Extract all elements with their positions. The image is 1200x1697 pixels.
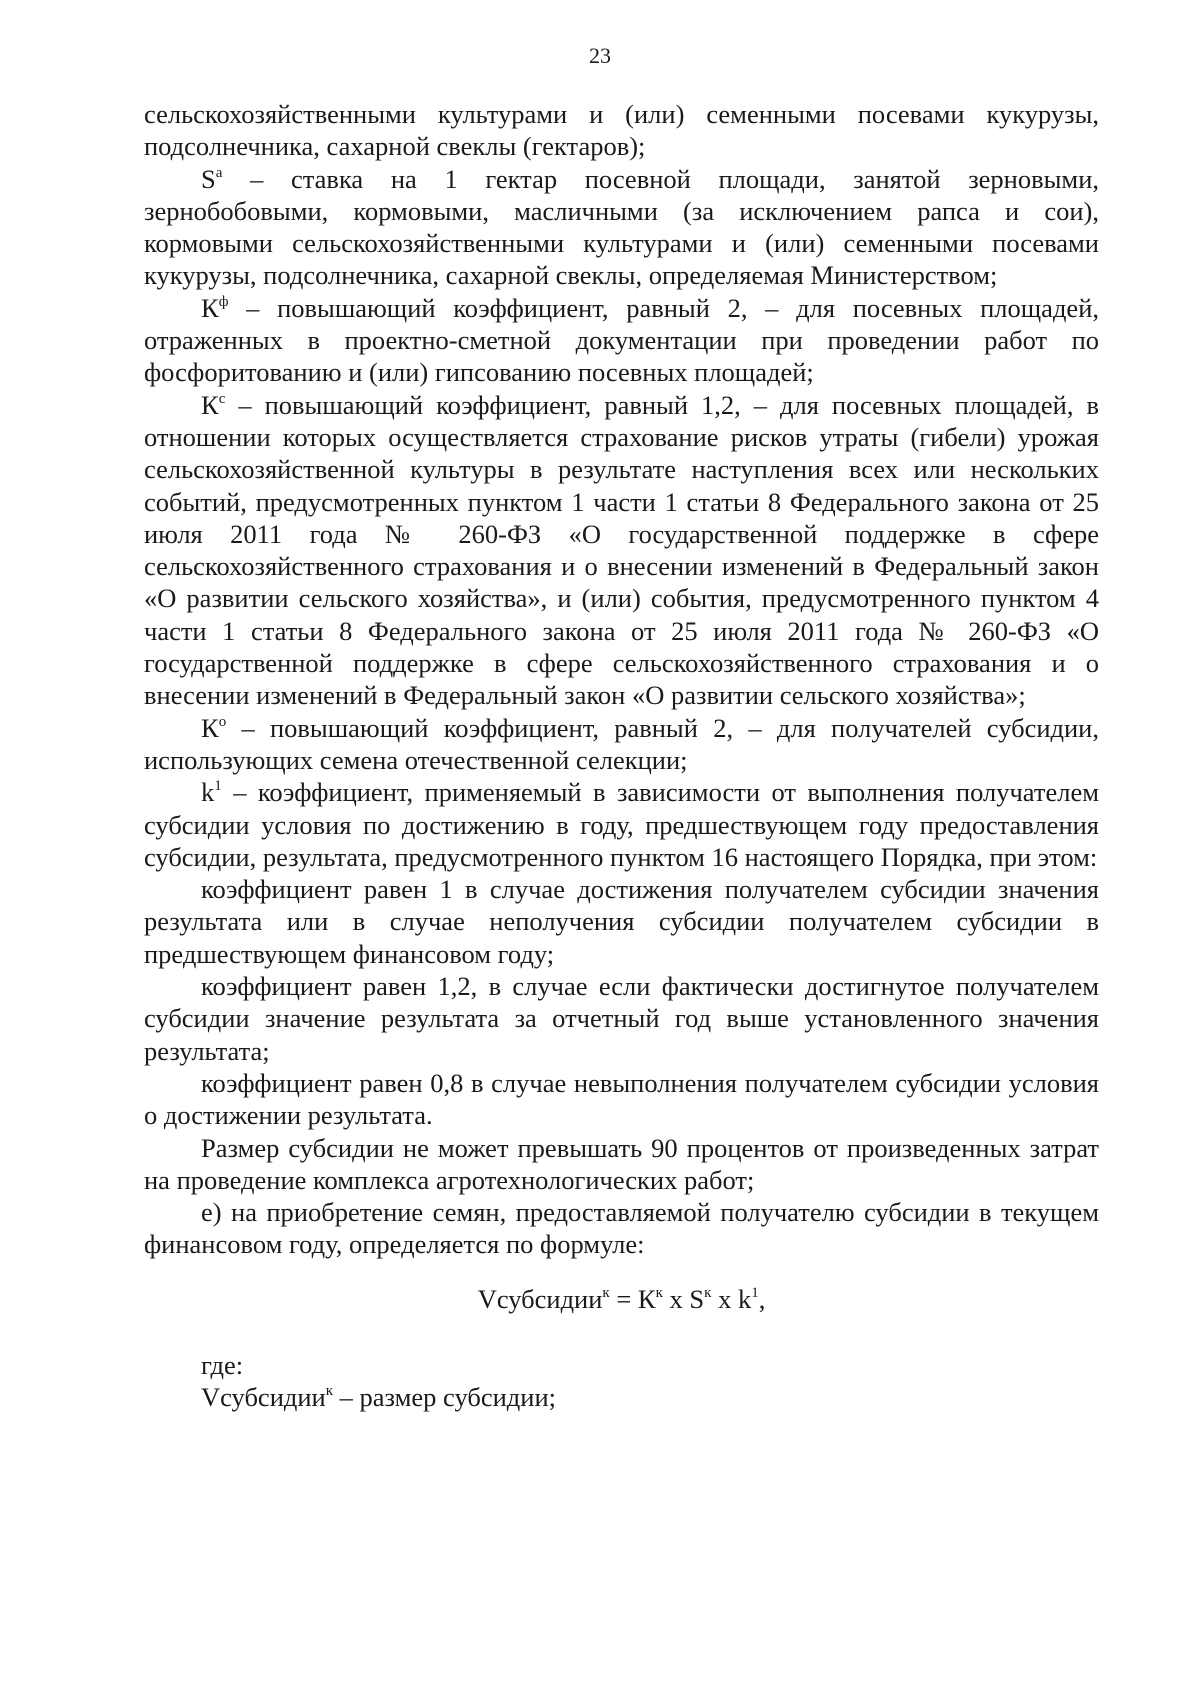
- definition-text: – повышающий коэффициент, равный 2, – для посевных площадей, отраженных в проектно-сметной документации при проведении работ по фосфоритованию и (или) гипсованию посевных площадей;: [144, 292, 1099, 388]
- body-text: [144, 98, 1099, 1414]
- definition-s-a: [144, 163, 1099, 292]
- coefficient-rule-3: коэффициент равен 0,8 в случае невыполнения получателем субсидии условия о достижении результата.: [144, 1067, 1099, 1131]
- definition-superscript: о: [218, 713, 227, 730]
- definition-symbol: К: [201, 712, 219, 743]
- formula-last-sup: 1: [751, 1284, 759, 1301]
- definition-symbol: k: [201, 777, 215, 808]
- page-number: 23: [589, 43, 611, 68]
- formula-lhs-sup: к: [602, 1284, 610, 1301]
- item-e-paragraph: е) на приобретение семян, предоставляемой получателю субсидии в текущем финансовом году, определяется по формуле:: [144, 1197, 1099, 1260]
- definition-superscript: а: [215, 164, 223, 181]
- definition-text: – ставка на 1 гектар посевной площади, занятой зерновыми, зернобобовыми, кормовыми, масличными (за исключением рапса и сои), кормовыми сельскохозяйственными культурами и (или) семенными посевами кукурузы, подсолнечника, сахарной свеклы, определяемая Министерством;: [144, 163, 1099, 291]
- formula-mid: х S: [662, 1283, 705, 1314]
- limit-paragraph: Размер субсидии не может превышать 90 процентов от произведенных затрат на проведение комплекса агротехнологических работ;: [144, 1132, 1099, 1195]
- formula-tail: ,: [758, 1283, 766, 1314]
- continued-paragraph: сельскохозяйственными культурами и (или) семенными посевами кукурузы, подсолнечника, сахарной свеклы (гектаров);: [144, 99, 1099, 162]
- formula-lhs: Vсубсидии: [477, 1283, 603, 1314]
- definition-symbol: S: [201, 163, 216, 194]
- definition-text: – размер субсидии;: [333, 1382, 556, 1413]
- definition-superscript: 1: [214, 778, 222, 795]
- formula-k-sup: к: [655, 1284, 663, 1301]
- formula-mid2: х k: [711, 1283, 752, 1314]
- definition-symbol: Vсубсидии: [201, 1382, 326, 1413]
- definition-superscript: ф: [218, 293, 229, 310]
- definition-symbol: К: [201, 292, 219, 323]
- definition-k-o: [144, 712, 1099, 777]
- coefficient-rule-2: коэффициент равен 1,2, в случае если фактически достигнутое получателем субсидии значение результата за отчетный год выше установленного значения результата;: [144, 971, 1099, 1066]
- definition-superscript: к: [325, 1383, 334, 1400]
- definition-text: – повышающий коэффициент, равный 2, – для получателей субсидии, использующих семена отечественной селекции;: [144, 712, 1099, 775]
- formula-s-sup: к: [704, 1284, 712, 1301]
- definition-symbol: К: [201, 389, 219, 420]
- definition-text: – коэффициент, применяемый в зависимости от выполнения получателем субсидии условия по достижению в году, предшествующем году предоставления субсидии, результата, предусмотренного пунктом 16 настоящего Порядка, при этом:: [144, 777, 1099, 872]
- formula: [144, 1283, 1099, 1315]
- where-label: где:: [201, 1349, 244, 1380]
- definition-k-s: [144, 389, 1099, 712]
- definition-text: – повышающий коэффициент, равный 1,2, – для посевных площадей, в отношении которых осуществляется страхование рисков утраты (гибели) урожая сельскохозяйственной культуры в результате наступления всех или нескольких событий, предусмотренных пунктом 1 части 1 статьи 8 Федерального закона от 25 июля 2011 года № 260-ФЗ «О государственной поддержке в сфере сельскохозяйственного страхования и о внесении изменений в Федеральный закон «О развитии сельского хозяйства», и (или) события, предусмотренного пунктом 4 части 1 статьи 8 Федерального закона от 25 июля 2011 года № 260-ФЗ «О государственной поддержке в сфере сельскохозяйственного страхования и о внесении изменений в Федеральный закон «О развитии сельского хозяйства»;: [144, 389, 1099, 711]
- definition-k-1: [144, 776, 1099, 873]
- definition-k-f: [144, 292, 1099, 389]
- definition-v-subsidy: [144, 1381, 1099, 1413]
- coefficient-rule-1: коэффициент равен 1 в случае достижения получателем субсидии значения результата или в случае неполучения субсидии получателем субсидии в предшествующем финансовом году;: [144, 874, 1099, 969]
- formula-eq: = К: [609, 1283, 656, 1314]
- definition-superscript: с: [218, 390, 226, 407]
